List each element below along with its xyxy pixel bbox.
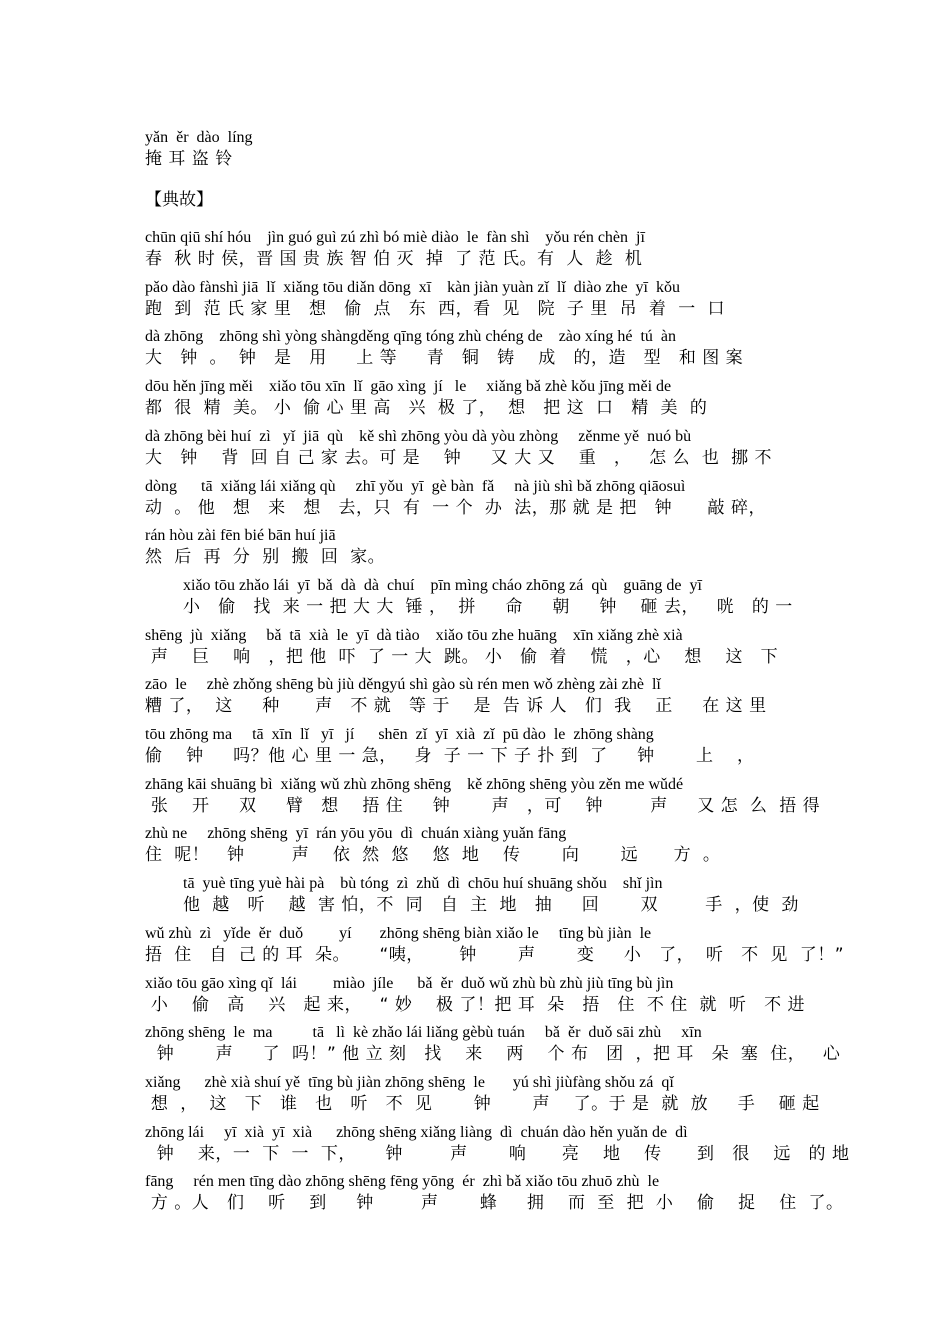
hanzi-line: 小 偷 高 兴 起 来， “ 妙 极 了！把 耳 朵 捂 住 不 住 就 听 不 进 bbox=[145, 995, 805, 1015]
pinyin-line: xiǎng zhè xià shuí yě tīng bù jiàn zhōng shēng le yú shì jiùfàng shǒu zá qǐ bbox=[145, 1074, 674, 1091]
hanzi-line: 大 钟 背 回 自 己 家 去。可 是 钟 又 大 又 重 ， 怎 么 也 挪 不 bbox=[145, 448, 773, 468]
hanzi-line: 然 后 再 分 别 搬 回 家。 bbox=[145, 547, 386, 567]
hanzi-line: 大 钟 。 钟 是 用 上 等 青 铜 铸 成 的，造 型 和 图 案 bbox=[145, 348, 744, 368]
pinyin-line: tā yuè tīng yuè hài pà bù tóng zì zhǔ dì chōu huí shuāng shǒu shǐ jìn bbox=[183, 875, 663, 892]
hanzi-line: 偷 钟 吗？他 心 里 一 急， 身 子 一 下 子 扑 到 了 钟 上 ， bbox=[145, 746, 755, 766]
text-line bbox=[145, 874, 805, 916]
text-line bbox=[145, 1172, 844, 1214]
text-line bbox=[145, 377, 805, 419]
pinyin-line: zhù ne zhōng shēng yī rán yōu yōu dì chuán xiàng yuǎn fāng bbox=[145, 825, 567, 842]
title-hanzi: 掩 耳 盗 铃 bbox=[145, 149, 233, 169]
title-pinyin: yǎn ěr dào líng bbox=[145, 129, 253, 146]
pinyin-line: xiǎo tōu gāo xìng qǐ lái miào jíle bǎ ěr duǒ wǔ zhù bù zhù jiù tīng bù jìn bbox=[145, 975, 674, 992]
hanzi-line: 动 。 他 想 来 想 去，只 有 一 个 办 法，那 就 是 把 钟 敲 碎， bbox=[145, 498, 766, 518]
pinyin-line: zhōng shēng le ma tā lì kè zhǎo lái liǎng gèbù tuán bǎ ěr duǒ sāi zhù xīn bbox=[145, 1024, 702, 1041]
text-line bbox=[145, 278, 805, 320]
hanzi-line: 声 巨 响 ，把 他 吓 了 一 大 跳。 小 偷 着 慌 ，心 想 这 下 bbox=[145, 647, 779, 667]
pinyin-line: zhōng lái yī xià yī xià zhōng shēng xiǎng liàng dì chuán dào hěn yuǎn de dì bbox=[145, 1124, 688, 1141]
text-line bbox=[145, 1073, 820, 1115]
text-line bbox=[145, 526, 805, 568]
title-block bbox=[145, 128, 805, 170]
pinyin-line: dà zhōng bèi huí zì yǐ jiā qù kě shì zhōng yòu dà yòu zhòng zěnme yě nuó bù bbox=[145, 428, 692, 445]
hanzi-line: 他 越 听 越 害 怕，不 同 自 主 地 抽 回 双 手 ，使 劲 bbox=[183, 895, 799, 915]
text-line bbox=[145, 427, 805, 469]
text-line bbox=[145, 477, 805, 519]
pinyin-line: wǔ zhù zì yǐde ěr duǒ yí zhōng shēng biàn xiǎo le tīng bù jiàn le bbox=[145, 925, 652, 942]
pinyin-line: xiǎo tōu zhǎo lái yī bǎ dà dà chuí pīn mìng cháo zhōng zá qù guāng de yī bbox=[183, 577, 702, 594]
pinyin-line: fāng rén men tīng dào zhōng shēng fēng yōng ér zhì bǎ xiǎo tōu zhuō zhù le bbox=[145, 1173, 660, 1190]
hanzi-line: 糟 了， 这 种 声 不 就 等 于 是 告 诉 人 们 我 正 在 这 里 bbox=[145, 696, 767, 716]
pinyin-line: chūn qiū shí hóu jìn guó guì zú zhì bó miè diào le fàn shì yǒu rén chèn jī bbox=[145, 229, 645, 246]
pinyin-line: dōu hěn jīng měi xiǎo tōu xīn lǐ gāo xìng jí le xiǎng bǎ zhè kǒu jīng měi de bbox=[145, 378, 672, 395]
text-line bbox=[145, 1123, 850, 1165]
pinyin-line: dòng tā xiǎng lái xiǎng qù zhī yǒu yī gè bàn fǎ nà jiù shì bǎ zhōng qiāosuì bbox=[145, 478, 686, 495]
text-line bbox=[145, 675, 805, 717]
pinyin-line: zhāng kāi shuāng bì xiǎng wǔ zhù zhōng shēng kě zhōng shēng yòu zěn me wǔdé bbox=[145, 776, 684, 793]
hanzi-line: 想 ， 这 下 谁 也 听 不 见 钟 声 了。于 是 就 放 手 砸 起 bbox=[145, 1094, 820, 1114]
text-line bbox=[145, 576, 805, 618]
text-line bbox=[145, 327, 805, 369]
pinyin-line: tōu zhōng ma tā xīn lǐ yī jí shēn zǐ yī xià zǐ pū dào le zhōng shàng bbox=[145, 726, 654, 743]
hanzi-line: 跑 到 范 氏 家 里 想 偷 点 东 西，看 见 院 子 里 吊 着 一 口 bbox=[145, 299, 726, 319]
hanzi-line: 方 。人 们 听 到 钟 声 蜂 拥 而 至 把 小 偷 捉 住 了。 bbox=[145, 1193, 844, 1213]
hanzi-line: 张 开 双 臂 想 捂 住 钟 声 ，可 钟 声 又 怎 么 捂 得 bbox=[145, 796, 821, 816]
pinyin-line: rán hòu zài fēn bié bān huí jiā bbox=[145, 527, 336, 544]
hanzi-line: 住 呢！ 钟 声 依 然 悠 悠 地 传 向 远 方 。 bbox=[145, 845, 721, 865]
text-line bbox=[145, 228, 805, 270]
text-line bbox=[145, 974, 805, 1016]
hanzi-line: 小 偷 找 来 一 把 大 大 锤 ， 拼 命 朝 钟 砸 去， 咣 的 一 bbox=[183, 597, 793, 617]
hanzi-line: 都 很 精 美。 小 偷 心 里 高 兴 极 了， 想 把 这 口 精 美 的 bbox=[145, 398, 708, 418]
hanzi-line: 捂 住 自 己 的 耳 朵。 “咦， 钟 声 变 小 了， 听 不 见 了！” bbox=[145, 945, 845, 965]
text-line bbox=[145, 1023, 841, 1065]
pinyin-line: shēng jù xiǎng bǎ tā xià le yī dà tiào xiǎo tōu zhe huāng xīn xiǎng zhè xià bbox=[145, 627, 683, 644]
hanzi-line: 钟 声 了 吗！” 他 立 刻 找 来 两 个 布 团 ，把 耳 朵 塞 住， 心 bbox=[145, 1044, 841, 1064]
hanzi-line: 春 秋 时 侯，晋 国 贵 族 智 伯 灭 掉 了 范 氏。有 人 趁 机 bbox=[145, 249, 643, 269]
section-heading: 【典故】 bbox=[145, 190, 213, 210]
text-line bbox=[145, 924, 845, 966]
text-line bbox=[145, 626, 805, 668]
pinyin-line: dà zhōng zhōng shì yòng shàngděng qīng tóng zhù chéng de zào xíng hé tú àn bbox=[145, 328, 676, 345]
text-line bbox=[145, 824, 805, 866]
text-line bbox=[145, 775, 821, 817]
pinyin-line: pǎo dào fànshì jiā lǐ xiǎng tōu diǎn dōng xī kàn jiàn yuàn zǐ lǐ diào zhe yī kǒu bbox=[145, 279, 680, 296]
hanzi-line: 钟 来，一 下 一 下， 钟 声 响 亮 地 传 到 很 远 的 地 bbox=[145, 1144, 850, 1164]
pinyin-line: zāo le zhè zhǒng shēng bù jiù děngyú shì gào sù rén men wǒ zhèng zài zhè lǐ bbox=[145, 676, 661, 693]
text-line bbox=[145, 725, 805, 767]
